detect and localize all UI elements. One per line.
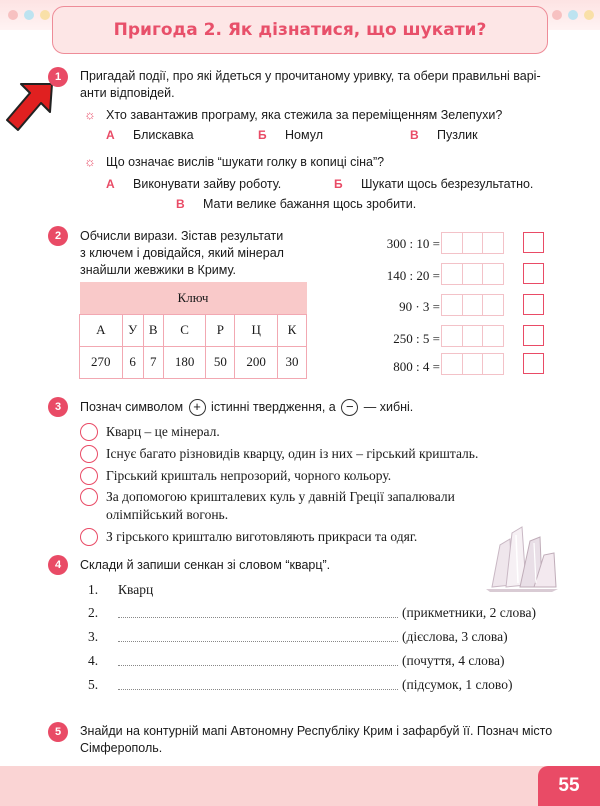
option-text[interactable]: Мати велике бажання щось зробити. bbox=[203, 197, 417, 211]
letter-box[interactable] bbox=[523, 263, 544, 284]
answer-cells[interactable] bbox=[441, 294, 504, 316]
answer-cells[interactable] bbox=[441, 353, 504, 375]
task3-instruction bbox=[80, 399, 413, 416]
option-letter: В bbox=[410, 128, 419, 142]
key-letter: В bbox=[143, 314, 163, 346]
task2-text-line: знайшли жевжики в Криму. bbox=[80, 263, 236, 277]
expression: 90 · 3 = bbox=[399, 299, 440, 314]
key-table bbox=[79, 282, 307, 379]
decor-dot bbox=[552, 10, 562, 20]
option-letter: В bbox=[176, 197, 185, 211]
expression: 140 : 20 = bbox=[386, 268, 440, 283]
answer-circle[interactable] bbox=[80, 528, 98, 546]
task1-text-line: анти відповідей. bbox=[80, 86, 175, 100]
answer-circle[interactable] bbox=[80, 445, 98, 463]
q2-question: Що означає вислів “шукати голку в копиці сіна”? bbox=[106, 155, 385, 169]
sun-bullet-icon: ☼ bbox=[84, 107, 96, 122]
answer-cells[interactable] bbox=[441, 232, 504, 254]
key-value: 180 bbox=[163, 346, 206, 378]
key-letter: К bbox=[277, 314, 306, 346]
line-hint: (підсумок, 1 слово) bbox=[402, 677, 513, 692]
task-number: 5 bbox=[48, 722, 68, 742]
line-number: 2. bbox=[88, 605, 99, 620]
letter-box[interactable] bbox=[523, 325, 544, 346]
option-text[interactable]: Шукати щось безрезультатно. bbox=[361, 177, 534, 191]
line-number: 5. bbox=[88, 677, 99, 692]
key-letter: Ц bbox=[235, 314, 278, 346]
letter-box[interactable] bbox=[523, 294, 544, 315]
task2-text-line: Обчисли вирази. Зістав результати bbox=[80, 229, 284, 243]
line-hint: (почуття, 4 слова) bbox=[402, 653, 505, 668]
key-value: 7 bbox=[143, 346, 163, 378]
q1-question: Хто завантажив програму, яка стежила за переміщенням Зелепухи? bbox=[106, 108, 503, 122]
task-number: 2 bbox=[48, 226, 68, 246]
answer-circle[interactable] bbox=[80, 467, 98, 485]
statement: Кварц – це мінерал. bbox=[106, 424, 220, 439]
line-number: 1. bbox=[88, 582, 99, 597]
instruction-part: істинні твердження, а bbox=[211, 400, 336, 414]
page-title: Пригода 2. Як дізнатися, що шукати? bbox=[113, 20, 487, 40]
statement: За допомогою кришталевих куль у давній Греції запалювали bbox=[106, 489, 455, 504]
crystal-image bbox=[482, 525, 562, 593]
page-title-box bbox=[52, 6, 548, 54]
line-hint: (дієслова, 3 слова) bbox=[402, 629, 508, 644]
key-value: 30 bbox=[277, 346, 306, 378]
instruction-part: — хибні. bbox=[363, 400, 414, 414]
task2-text bbox=[80, 228, 310, 279]
answer-cells[interactable] bbox=[441, 325, 504, 347]
write-line[interactable] bbox=[118, 630, 398, 642]
key-letter: С bbox=[163, 314, 206, 346]
expression: 250 : 5 = bbox=[393, 331, 440, 346]
decor-dot bbox=[568, 10, 578, 20]
key-value: 50 bbox=[206, 346, 235, 378]
task1-text bbox=[80, 68, 560, 102]
statement: З гірського кришталю виготовляють прикраси та одяг. bbox=[106, 529, 418, 544]
statement: Існує багато різновидів кварцу, один із них – гірський кришталь. bbox=[106, 446, 479, 461]
answer-cells[interactable] bbox=[441, 263, 504, 285]
decor-dot bbox=[40, 10, 50, 20]
write-line[interactable] bbox=[118, 654, 398, 666]
statement: олімпійський вогонь. bbox=[106, 507, 229, 522]
key-letter: А bbox=[80, 314, 123, 346]
bottom-band bbox=[0, 766, 600, 806]
task5-text-line: Сімферополь. bbox=[80, 741, 163, 755]
decor-dot bbox=[584, 10, 594, 20]
option-letter: А bbox=[106, 177, 115, 191]
key-value: 6 bbox=[122, 346, 143, 378]
decor-dot bbox=[8, 10, 18, 20]
task2-text-line: з ключем і довідайся, який мінерал bbox=[80, 246, 284, 260]
key-letter: У bbox=[122, 314, 143, 346]
key-value: 200 bbox=[235, 346, 278, 378]
minus-symbol-icon: − bbox=[341, 399, 358, 416]
option-letter: А bbox=[106, 128, 115, 142]
option-letter: Б bbox=[258, 128, 267, 142]
task4-text: Склади й запиши сенкан зі словом “кварц”. bbox=[80, 558, 331, 572]
write-line[interactable] bbox=[118, 606, 398, 618]
letter-box[interactable] bbox=[523, 353, 544, 374]
instruction-part: Познач символом bbox=[80, 400, 184, 414]
red-arrow-icon bbox=[4, 82, 56, 138]
task-number: 3 bbox=[48, 397, 68, 417]
answer-circle[interactable] bbox=[80, 488, 98, 506]
answer-circle[interactable] bbox=[80, 423, 98, 441]
statement: Гірський кришталь непрозорий, чорного кольору. bbox=[106, 468, 392, 483]
task5-text bbox=[80, 723, 570, 757]
option-text[interactable]: Номул bbox=[285, 128, 323, 142]
option-text[interactable]: Пузлик bbox=[437, 128, 478, 142]
line-hint: (прикметники, 2 слова) bbox=[402, 605, 536, 620]
plus-symbol-icon: + bbox=[189, 399, 206, 416]
option-letter: Б bbox=[334, 177, 343, 191]
key-value: 270 bbox=[80, 346, 123, 378]
key-letter: Р bbox=[206, 314, 235, 346]
task-number: 4 bbox=[48, 555, 68, 575]
option-text[interactable]: Виконувати зайву роботу. bbox=[133, 177, 282, 191]
write-line[interactable] bbox=[118, 678, 398, 690]
line-number: 4. bbox=[88, 653, 99, 668]
letter-box[interactable] bbox=[523, 232, 544, 253]
sun-bullet-icon: ☼ bbox=[84, 154, 96, 169]
option-text[interactable]: Блискавка bbox=[133, 128, 194, 142]
task-number: 1 bbox=[48, 67, 68, 87]
page-number: 55 bbox=[538, 766, 600, 806]
expression: 300 : 10 = bbox=[386, 236, 440, 251]
task1-text-line: Пригадай події, про які йдеться у прочитаному уривку, та обери правильні варі- bbox=[80, 69, 541, 83]
key-title: Ключ bbox=[80, 282, 307, 314]
line-number: 3. bbox=[88, 629, 99, 644]
expression: 800 : 4 = bbox=[393, 359, 440, 374]
decor-dot bbox=[24, 10, 34, 20]
task5-text-line: Знайди на контурній мапі Автономну Республіку Крим і зафарбуй її. Познач місто bbox=[80, 724, 553, 738]
cinquain-word: Кварц bbox=[118, 582, 154, 597]
